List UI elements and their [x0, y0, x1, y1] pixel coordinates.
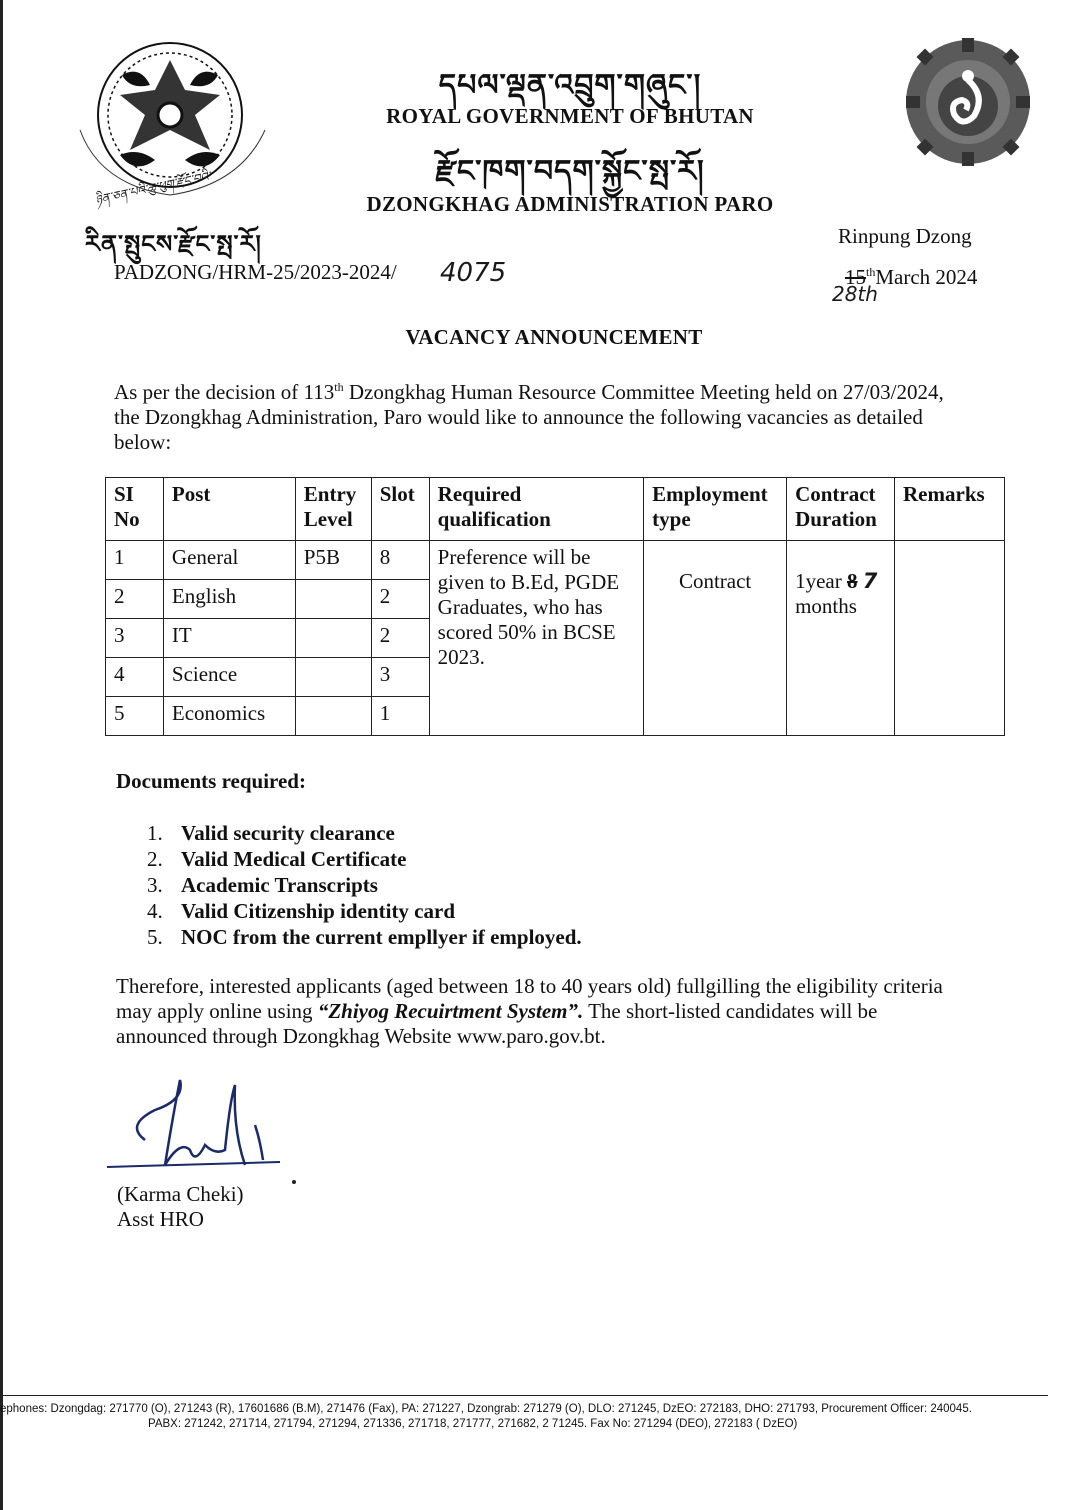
cell-entry	[295, 697, 371, 736]
system-name: “Zhiyog Recuirtment System”.	[317, 999, 584, 1023]
footer-line-2: PABX: 271242, 271714, 271794, 271294, 271336, 271718, 271777, 271682, 2 71245. Fax No: 271294 (DEO), 272183 ( DzEO)	[148, 1418, 798, 1430]
cell-slot: 8	[371, 541, 429, 580]
footer-contacts	[0, 1402, 1080, 1432]
signatory-title: Asst HRO	[117, 1207, 204, 1231]
cell-post: English	[163, 580, 295, 619]
list-item: 4. Valid Citizenship identity card	[147, 899, 456, 923]
cell-slot: 3	[371, 658, 429, 697]
cell-qualification: Preference will be given to B.Ed, PGDE Graduates, who has scored 50% in BCSE 2023.	[429, 541, 643, 736]
contract-struck: 8	[846, 569, 858, 593]
header-employment-type: Employment type	[644, 478, 787, 541]
place-name: Rinpung Dzong	[838, 224, 972, 248]
closing-paragraph	[116, 974, 1016, 1049]
cell-sl: 1	[106, 541, 164, 580]
cell-entry	[295, 658, 371, 697]
intro-line-3: below:	[114, 430, 172, 454]
cell-entry: P5B	[295, 541, 371, 580]
list-item: 1. Valid security clearance	[147, 821, 395, 845]
administration-title: DZONGKHAG ADMINISTRATION PARO	[366, 192, 774, 216]
cell-sl: 5	[106, 697, 164, 736]
cell-employment-type: Contract	[644, 541, 787, 736]
cell-slot: 1	[371, 697, 429, 736]
date-struck: 15	[845, 265, 866, 289]
dzongkha-title-mid: རྫོང་ཁག་བདག་སྐྱོང་སྤ་རོ།	[435, 154, 705, 189]
dzongkha-seal-label: རིན་སྤུངས་རྫོང་སྤ་རོ།	[85, 229, 262, 258]
announcement-heading: VACANCY ANNOUNCEMENT	[405, 325, 703, 349]
list-item: 3. Academic Transcripts	[147, 873, 378, 897]
header-post: Post	[163, 478, 295, 541]
header-slot: Slot	[371, 478, 429, 541]
header-sl-no: SI No	[106, 478, 164, 541]
cell-post: Science	[163, 658, 295, 697]
government-title: ROYAL GOVERNMENT OF BHUTAN	[386, 104, 754, 128]
header-qualification: Required qualification	[429, 478, 643, 541]
signature	[105, 1070, 295, 1180]
dzongkha-title-top: དཔལ་ལྡན་འབྲུག་གཞུང་།	[438, 68, 702, 103]
cell-entry	[295, 580, 371, 619]
date-month-year: March 2024	[875, 265, 978, 289]
cell-post: General	[163, 541, 295, 580]
contract-handwritten: 7	[862, 569, 878, 593]
header-contract-duration: Contract Duration	[787, 478, 895, 541]
intro-paragraph	[114, 375, 1014, 455]
cell-remarks	[895, 541, 1005, 736]
reference-handwritten: 4075	[440, 258, 507, 288]
seal-inscription: ཉིན་ཅན་པའི་ཆུ་ཕུག་རྫོང་བའི་	[93, 169, 212, 208]
table-header-row	[106, 478, 1005, 541]
cell-post: Economics	[163, 697, 295, 736]
date-handwritten: 28th	[832, 282, 878, 306]
cell-contract-duration: 1year 8 7 months	[787, 541, 895, 736]
cell-sl: 3	[106, 619, 164, 658]
signature-dot	[292, 1180, 296, 1184]
date-suffix: th	[866, 265, 876, 279]
cell-slot: 2	[371, 619, 429, 658]
signatory-name: (Karma Cheki)	[117, 1182, 244, 1206]
cell-slot: 2	[371, 580, 429, 619]
list-item: 5. NOC from the current empllyer if employed.	[147, 925, 582, 949]
header-entry-level: Entry Level	[295, 478, 371, 541]
list-item: 2. Valid Medical Certificate	[147, 847, 407, 871]
intro-line-1: As per the decision of 113th Dzongkhag Human Resource Committee Meeting held on 27/03/2024,	[114, 380, 944, 404]
documents-heading: Documents required:	[116, 769, 306, 793]
closing-line-1: Therefore, interested applicants (aged between 18 to 40 years old) fullgilling the eligibility criteria	[116, 974, 943, 998]
cell-entry	[295, 619, 371, 658]
scan-edge	[0, 0, 3, 1510]
closing-line-2: may apply online using “Zhiyog Recuirtment System”. The short-listed candidates will be	[116, 999, 878, 1023]
closing-line-3: announced through Dzongkhag Website www.paro.gov.bt.	[116, 1024, 606, 1048]
vacancy-table	[105, 477, 1005, 736]
reference-number: PADZONG/HRM-25/2023-2024/	[114, 260, 397, 284]
cell-sl: 2	[106, 580, 164, 619]
header-remarks: Remarks	[895, 478, 1005, 541]
cell-sl: 4	[106, 658, 164, 697]
documents-list	[147, 820, 582, 950]
footer-divider	[0, 1395, 1048, 1396]
intro-line-2: the Dzongkhag Administration, Paro would like to announce the following vacancies as detailed	[114, 405, 923, 429]
cell-post: IT	[163, 619, 295, 658]
table-row	[106, 541, 1005, 580]
footer-line-1: ephones: Dzongdag: 271770 (O), 271243 (R), 17601686 (B.M), 271476 (Fax), PA: 271227, Dzongrab: 271279 (O), DLO: 271245, DzEO: 272183, DHO: 271793, Procurement Officer: 240045.	[0, 1403, 972, 1415]
